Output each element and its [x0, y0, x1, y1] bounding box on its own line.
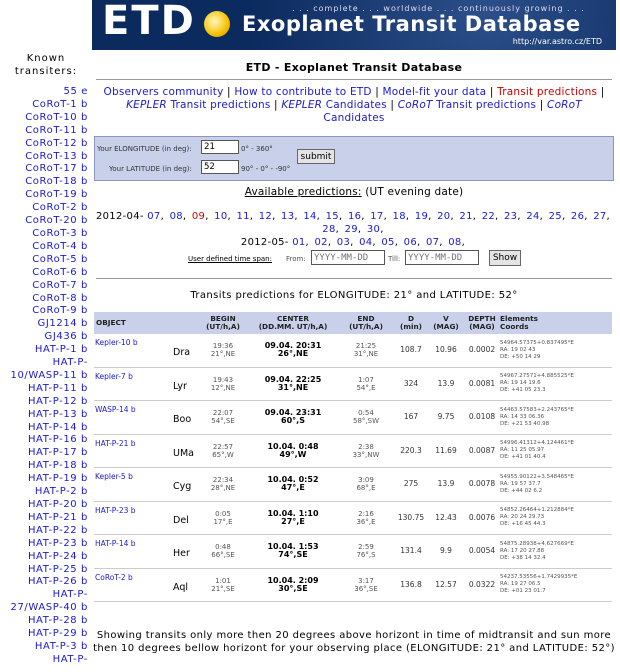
duration-cell: 167 [394, 401, 428, 435]
date-separator: , [439, 237, 443, 248]
date-separator: , [584, 211, 588, 222]
date-separator: , [361, 211, 365, 222]
center-cell: 10.04. 0:52 47°,E [248, 468, 338, 502]
sidebar-transiter-link[interactable]: HAT-P-13 b [27, 408, 88, 420]
sidebar-transiter-link[interactable]: GJ1214 b [37, 318, 88, 330]
center-cell: 10.04. 1:53 74°,SE [248, 535, 338, 569]
date-link[interactable]: 24 [526, 211, 540, 222]
header-begin: BEGIN (UT/h,A) [198, 312, 248, 334]
header-depth: DEPTH (MAG) [464, 312, 500, 334]
date-separator: , [227, 211, 231, 222]
coordinates-form [94, 136, 614, 181]
end-cell: 0:54 58°,SW [338, 401, 394, 435]
sidebar-transiter-link[interactable]: CoRoT-11 b [25, 124, 88, 136]
longitude-hint: 0° - 360° [241, 145, 273, 153]
sidebar-transiter-link[interactable]: CoRoT-2 b [32, 202, 88, 214]
date-separator: , [450, 211, 454, 222]
date-separator: , [272, 211, 276, 222]
begin-cell: 19:36 21°,NE [198, 334, 248, 367]
date-link[interactable]: 18 [392, 211, 406, 222]
date-link[interactable]: 17 [370, 211, 384, 222]
date-separator: , [338, 211, 343, 222]
date-separator: , [305, 237, 309, 248]
duration-cell: 108.7 [394, 334, 428, 367]
date-separator: , [335, 224, 340, 235]
date-link[interactable]: 23 [504, 211, 518, 222]
constellation: Dra [173, 347, 191, 358]
banner-url: http://var.astro.cz/ETD [512, 37, 602, 46]
latitude-input[interactable] [201, 160, 239, 174]
sidebar-transiter-link[interactable]: 10/WASP-11 b [10, 369, 88, 381]
date-link[interactable]: 10 [214, 211, 228, 222]
header-duration: D (min) [394, 312, 428, 334]
nav-separator: | [270, 99, 282, 111]
sidebar-transiter-link[interactable]: CoRoT-10 b [25, 111, 88, 123]
planet-link[interactable]: HAT-P-23 b [95, 505, 136, 515]
date-link[interactable]: 01 [292, 237, 306, 248]
sidebar-transiter-link[interactable]: CoRoT-19 b [25, 189, 88, 201]
nav-kepler-candidates[interactable] [281, 99, 387, 111]
magnitude-cell: 11.69 [428, 434, 464, 468]
etd-logo: ETD [102, 0, 196, 44]
planet-link[interactable]: Kepler-10 b [95, 338, 138, 347]
sidebar-transiter-link[interactable]: 55 e [63, 86, 88, 97]
object-cell [94, 468, 198, 502]
date-separator: , [182, 211, 187, 222]
may-dates-block [92, 236, 616, 249]
date-link[interactable]: 25 [548, 211, 562, 222]
begin-cell: 0:05 17°,E [198, 501, 248, 535]
timespan-label: User defined time span: [188, 255, 272, 263]
submit-button[interactable]: submit [297, 149, 335, 164]
date-separator: , [539, 211, 544, 222]
sidebar-transiter-link[interactable]: CoRoT-17 b [25, 163, 88, 175]
longitude-label: Your ELONGITUDE (in deg): [97, 145, 192, 153]
date-separator: , [495, 211, 499, 222]
date-link[interactable]: 27 [593, 211, 607, 222]
sidebar-transiter-link[interactable]: 27/WASP-40 b [10, 602, 88, 614]
center-cell: 09.04. 22:25 31°,NE [248, 367, 338, 401]
nav-corot-pred-text: Transit predictions [432, 99, 537, 111]
page-title: ETD - Exoplanet Transit Database [245, 61, 463, 74]
object-cell [94, 367, 198, 401]
sidebar-transiter-link[interactable]: HAT-P-2 b [34, 486, 88, 498]
object-cell [94, 334, 198, 367]
transit-row [94, 568, 612, 602]
may-prefix: 2012-05- [240, 237, 289, 248]
nav-kepler-label: KEPLER [281, 99, 323, 111]
date-link[interactable]: 02 [314, 237, 328, 248]
sidebar-transiter-link[interactable]: CoRoT-18 b [25, 176, 88, 188]
date-separator: , [372, 237, 376, 248]
magnitude-cell: 13.9 [428, 367, 464, 401]
april-dates-block [92, 210, 616, 236]
transit-row [94, 535, 612, 569]
date-separator: , [380, 224, 384, 235]
sidebar-transiter-link[interactable]: CoRoT-9 b [32, 305, 88, 317]
duration-cell: 220.3 [394, 434, 428, 468]
sidebar-transiter-link[interactable]: CoRoT-6 b [32, 266, 88, 278]
center-cell: 10.04. 1:10 27°,E [248, 501, 338, 535]
begin-cell: 0:48 66°,SE [198, 535, 248, 569]
date-separator: , [472, 211, 477, 222]
divider [96, 278, 612, 279]
date-link[interactable]: 15 [325, 211, 339, 222]
date-separator: , [405, 211, 410, 222]
main-nav [92, 86, 616, 125]
sidebar-transiter-link[interactable]: HAT-P-25 b [27, 563, 88, 575]
sidebar-transiter-link[interactable]: HAT-P- [52, 357, 88, 369]
sidebar-transiter-link[interactable]: CoRoT-7 b [32, 279, 88, 291]
banner-name: Exoplanet Transit Database [242, 12, 581, 36]
date-separator: , [294, 211, 298, 222]
sidebar-transiter-link[interactable]: GJ436 b [44, 331, 88, 343]
nav-separator: | [536, 99, 548, 111]
object-cell [94, 434, 198, 468]
date-separator: , [316, 211, 321, 222]
date-separator: , [205, 211, 209, 222]
date-separator: , [327, 237, 332, 248]
constellation: Boo [173, 414, 192, 425]
nav-kepler-transit-predictions[interactable] [126, 99, 270, 111]
nav-model-fit[interactable]: Model-fit your data [382, 86, 487, 98]
elements-cell: 54852.26464+1.212884*E RA: 20 24 29.73 DE: +16 45 44.3 [500, 501, 612, 535]
header-magnitude: V (MAG) [428, 312, 464, 334]
nav-observers-community[interactable]: Observers community [103, 86, 224, 98]
nav-separator: | [597, 86, 605, 98]
latitude-label: Your LATITUDE (in deg): [109, 165, 192, 173]
transits-table [94, 312, 612, 602]
begin-cell: 19:43 12°,NE [198, 367, 248, 401]
header-center: CENTER (DD.MM. UT/h,A) [248, 312, 338, 334]
sidebar-title-line2: transiters: [14, 66, 78, 77]
till-date-input[interactable] [405, 250, 479, 265]
planet-link[interactable]: CoRoT-2 b [95, 572, 133, 582]
sidebar-transiter-link[interactable]: HAT-P-3 b [34, 640, 88, 652]
depth-cell: 0.0108 [464, 401, 500, 435]
transit-row [94, 401, 612, 435]
depth-cell: 0.0081 [464, 367, 500, 401]
predictions-title: Transits predictions for ELONGITUDE: 21° and LATITUDE: 52° [190, 290, 518, 301]
object-cell [94, 535, 198, 569]
date-separator: , [383, 211, 388, 222]
date-separator: , [249, 211, 254, 222]
may-day-links [292, 237, 467, 248]
elements-cell: 54463.57583+2.243765*E RA: 14 33 06.36 DE: +21 53 40.98 [500, 401, 612, 435]
sidebar-transiter-link[interactable]: HAT-P-14 b [27, 421, 88, 433]
transit-row [94, 334, 612, 367]
date-link[interactable]: 08 [448, 237, 462, 248]
sidebar-transiter-link[interactable]: HAT-P- [52, 653, 88, 665]
end-cell: 1:07 54°,E [338, 367, 394, 401]
planet-link[interactable]: HAT-P-21 b [95, 438, 136, 448]
date-link[interactable]: 19 [414, 211, 429, 222]
sidebar-transiter-link[interactable]: CoRoT-8 b [32, 292, 88, 304]
footnote: Showing transits only more then 20 degrees above horizont in time of midtransit and sun more then 10 degrees bellow horizont for your observing place (ELONGITUDE: 21° and LATITUDE: 52°) [93, 630, 615, 654]
date-separator: , [357, 224, 362, 235]
begin-cell: 22:07 54°,SE [198, 401, 248, 435]
sidebar-transiter-link[interactable]: HAT-P-29 b [27, 628, 88, 640]
date-link[interactable]: 09 [191, 211, 206, 222]
nav-kepler-label: KEPLER [126, 99, 167, 111]
date-separator: , [350, 237, 354, 248]
longitude-input[interactable] [201, 140, 239, 154]
planet-link[interactable]: Kepler-5 b [95, 472, 133, 481]
date-link[interactable]: 28 [322, 224, 336, 235]
transit-row [94, 501, 612, 535]
elements-cell: 54875.28938+4.627669*E RA: 17 20 27.88 DE: +38 14 32.4 [500, 535, 612, 569]
nav-corot-cand-text: Candidates [323, 112, 385, 124]
sidebar-transiter-link[interactable]: HAT-P-12 b [27, 395, 88, 407]
show-button[interactable]: Show [489, 250, 521, 266]
magnitude-cell: 12.57 [428, 568, 464, 602]
begin-cell: 22:57 65°,W [198, 434, 248, 468]
center-cell: 10.04. 2:09 30°,SE [248, 568, 338, 602]
begin-cell: 1:01 21°,SE [198, 568, 248, 602]
nav-separator: | [386, 99, 398, 111]
nav-separator: | [486, 86, 498, 98]
sidebar-transiter-link[interactable]: CoRoT-3 b [32, 227, 88, 239]
transiter-list [0, 86, 92, 667]
date-link[interactable]: 20 [437, 211, 451, 222]
sidebar-transiter-link[interactable]: HAT-P-16 b [27, 434, 88, 446]
depth-cell: 0.0002 [464, 334, 500, 367]
header-end: END (UT/h,A) [338, 312, 394, 334]
elements-cell: 54955.90122+3.548465*E RA: 19 57 37.7 DE: +44 02 6.2 [500, 468, 612, 502]
banner-tagline: . . . complete . . . worldwide . . . continuously growing . . . [292, 4, 585, 13]
till-label: Till: [388, 255, 401, 263]
sidebar-transiter-link[interactable]: CoRoT-13 b [25, 150, 88, 162]
available-predictions-note: (UT evening date) [365, 186, 464, 198]
table-header-row [94, 312, 612, 334]
transit-row [94, 367, 612, 401]
constellation: Del [173, 514, 189, 526]
depth-cell: 0.0322 [464, 568, 500, 602]
nav-how-to-contribute[interactable]: How to contribute to ETD [234, 86, 372, 98]
date-separator: , [517, 211, 521, 222]
magnitude-cell: 9.9 [428, 535, 464, 569]
date-separator: , [461, 237, 466, 248]
date-link[interactable]: 13 [281, 211, 295, 222]
planet-link[interactable]: Kepler-7 b [95, 371, 133, 381]
sidebar-transiter-link[interactable]: CoRoT-12 b [25, 137, 88, 149]
date-link[interactable]: 14 [303, 211, 317, 222]
sidebar-transiter-link[interactable]: HAT-P-1 b [34, 344, 88, 356]
custom-timespan-form [92, 249, 616, 269]
nav-corot-transit-predictions[interactable] [398, 99, 537, 111]
date-link[interactable]: 08 [169, 211, 183, 222]
date-link[interactable]: 29 [344, 224, 358, 235]
nav-transit-predictions[interactable]: Transit predictions [497, 86, 598, 98]
sidebar-title-line1: Known [26, 53, 66, 64]
sidebar-transiter-link[interactable]: CoRoT-1 b [32, 98, 88, 110]
date-link[interactable]: 05 [381, 237, 395, 248]
duration-cell: 136.8 [394, 568, 428, 602]
sidebar-transiter-link[interactable]: HAT-P-22 b [27, 524, 88, 536]
from-label: From: [286, 255, 306, 263]
sidebar-transiter-link[interactable]: HAT-P-26 b [27, 576, 88, 588]
depth-cell: 0.0087 [464, 434, 500, 468]
sidebar-transiter-link[interactable]: HAT-P-18 b [27, 460, 88, 472]
end-cell: 3:09 68°,E [338, 468, 394, 502]
nav-corot-label: CoRoT [547, 99, 582, 111]
end-cell: 21:25 31°,NE [338, 334, 394, 367]
date-link[interactable]: 04 [359, 237, 373, 248]
date-link[interactable]: 16 [347, 211, 362, 222]
object-cell [94, 401, 198, 435]
date-link[interactable]: 07 [425, 237, 440, 248]
date-separator: , [394, 237, 399, 248]
nav-kepler-pred-text: Transit predictions [166, 99, 271, 111]
sidebar-transiter-link[interactable]: HAT-P-21 b [27, 511, 88, 523]
date-separator: , [428, 211, 432, 222]
magnitude-cell: 10.96 [428, 334, 464, 367]
april-prefix: 2012-04- [95, 211, 144, 222]
sidebar-transiter-link[interactable]: HAT-P-11 b [27, 382, 88, 394]
planet-link[interactable]: HAT-P-14 b [95, 539, 136, 548]
sidebar-transiter-link[interactable]: HAT-P-28 b [27, 615, 88, 627]
depth-cell: 0.0054 [464, 535, 500, 569]
constellation: Cyg [173, 481, 192, 492]
sidebar-transiter-link[interactable]: HAT-P-23 b [27, 537, 88, 549]
magnitude-cell: 13.9 [428, 468, 464, 502]
sidebar-title [0, 52, 92, 78]
duration-cell: 324 [394, 367, 428, 401]
center-cell: 09.04. 20:31 26°,NE [248, 334, 338, 367]
april-day-links [147, 211, 612, 235]
from-date-input[interactable] [311, 250, 385, 265]
object-cell [94, 501, 198, 535]
available-predictions-heading [92, 186, 616, 198]
prediction-dates [92, 210, 616, 249]
transit-row [94, 434, 612, 468]
date-link[interactable]: 03 [336, 237, 351, 248]
nav-separator: | [371, 86, 383, 98]
sidebar-transiter-link[interactable]: HAT-P-19 b [27, 473, 88, 485]
elements-cell: 54967.27571+4.885525*E RA: 19 14 19.6 DE: +41 05 23.3 [500, 367, 612, 401]
date-link[interactable]: 12 [258, 211, 273, 222]
duration-cell: 131.4 [394, 535, 428, 569]
date-separator: , [606, 211, 611, 222]
constellation: Her [173, 548, 190, 559]
date-link[interactable]: 26 [570, 211, 585, 222]
sidebar-transiter-link[interactable]: CoRoT-5 b [32, 253, 88, 265]
sun-logo-icon [204, 11, 230, 37]
depth-cell: 0.0078 [464, 468, 500, 502]
center-cell: 10.04. 0:48 49°,W [248, 434, 338, 468]
nav-kepler-cand-text: Candidates [322, 99, 387, 111]
elements-cell: 54964.57375+0.837495*E RA: 19 02 43 DE: +50 14 29 [500, 334, 612, 367]
constellation: Lyr [173, 380, 187, 392]
elements-cell: 54237.53556+1.7429935*E RA: 19 27 06.5 DE: +01 23 01.7 [500, 568, 612, 602]
sidebar-transiter-link[interactable]: HAT-P- [52, 589, 88, 601]
date-separator: , [160, 211, 165, 222]
transit-row [94, 468, 612, 502]
header-object: OBJECT [94, 312, 198, 334]
date-link[interactable]: 06 [403, 237, 417, 248]
nav-corot-label: CoRoT [397, 99, 433, 111]
date-link[interactable]: 07 [147, 211, 161, 222]
duration-cell: 275 [394, 468, 428, 502]
sidebar-transiter-link[interactable]: CoRoT-20 b [25, 215, 88, 227]
date-separator: , [561, 211, 566, 222]
magnitude-cell: 12.43 [428, 501, 464, 535]
end-cell: 2:38 33°,NW [338, 434, 394, 468]
center-cell: 09.04. 23:31 60°,S [248, 401, 338, 435]
end-cell: 2:16 36°,E [338, 501, 394, 535]
sidebar-transiter-link[interactable]: HAT-P-20 b [27, 499, 88, 510]
planet-link[interactable]: WASP-14 b [95, 405, 136, 414]
duration-cell: 130.75 [394, 501, 428, 535]
elements-cell: 54996.41312+4.124461*E RA: 11 25 05.97 DE: +41 01 40.4 [500, 434, 612, 468]
date-separator: , [417, 237, 421, 248]
depth-cell: 0.0076 [464, 501, 500, 535]
sidebar-transiter-link[interactable]: HAT-P-17 b [27, 447, 88, 459]
date-link[interactable]: 22 [481, 211, 496, 222]
etd-banner[interactable] [92, 0, 616, 50]
magnitude-cell: 9.75 [428, 401, 464, 435]
date-link[interactable]: 11 [236, 211, 250, 222]
date-link[interactable]: 21 [459, 211, 473, 222]
nav-separator: | [223, 86, 235, 98]
available-predictions-title: Available predictions: [244, 186, 362, 198]
sidebar-transiter-link[interactable]: CoRoT-4 b [32, 240, 88, 252]
main-content [92, 0, 620, 672]
begin-cell: 22:34 28°,NE [198, 468, 248, 502]
sidebar-transiter-link[interactable]: HAT-P-24 b [27, 550, 88, 562]
divider [96, 79, 612, 80]
header-elements: Elements Coords [500, 312, 612, 334]
object-cell [94, 568, 198, 602]
end-cell: 2:59 76°,S [338, 535, 394, 569]
constellation: Aql [173, 581, 189, 593]
date-link[interactable]: 30 [366, 224, 381, 235]
end-cell: 3:17 36°,SE [338, 568, 394, 602]
latitude-hint: 90° - 0° - -90° [241, 165, 291, 173]
constellation: UMa [173, 447, 194, 459]
known-transiters-sidebar [0, 0, 92, 672]
